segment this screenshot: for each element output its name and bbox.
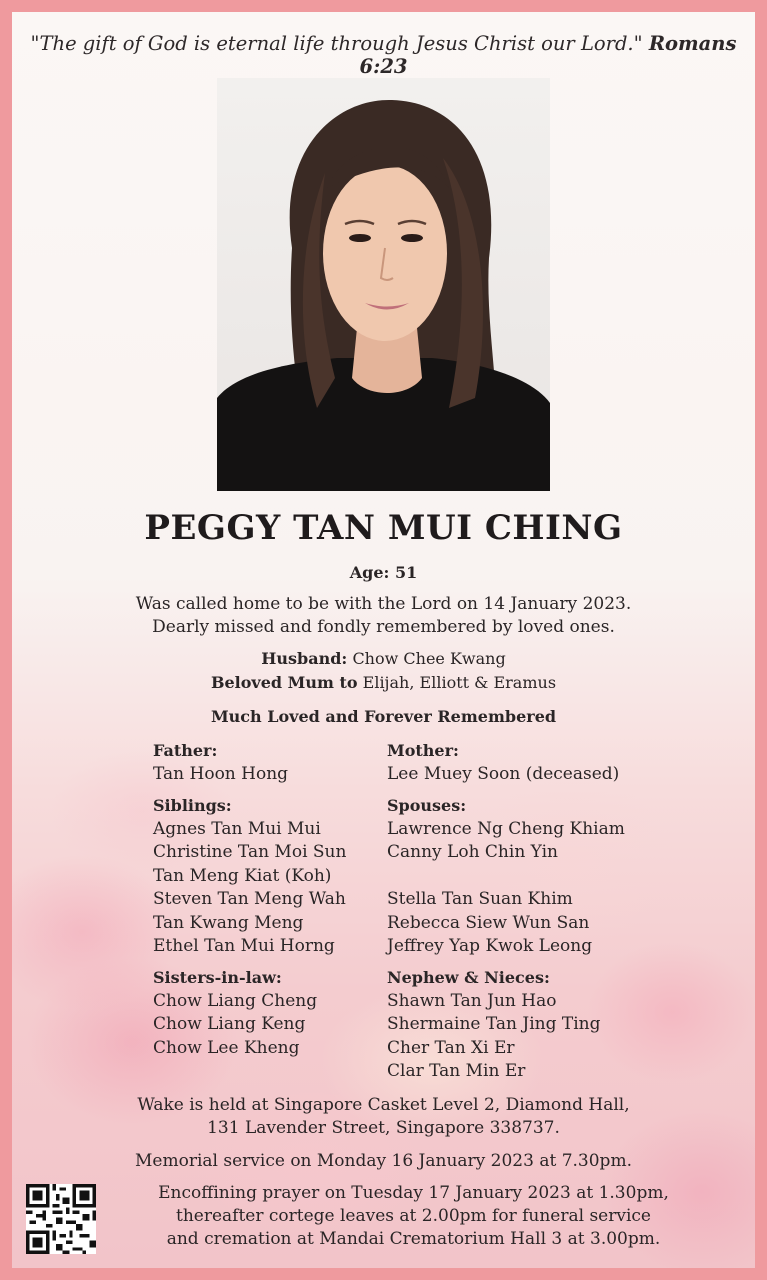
nephew-niece-name: Cher Tan Xi Er [387,1037,515,1058]
sibling-name: Tan Meng Kiat (Koh) [153,865,332,886]
sibling-name: Steven Tan Meng Wah [153,889,346,909]
mum-line [12,673,755,692]
spouses-heading: Spouses: [387,796,467,815]
age-line [12,563,755,582]
age-label: Age: [349,563,390,582]
sibling-name: Tan Kwang Meng [153,912,304,933]
sibling-name: Agnes Tan Mui Mui [153,818,321,839]
nephew-nieces-heading: Nephew & Nieces: [387,968,550,987]
spouse-name [387,865,625,889]
mother-name: Lee Muey Soon (deceased) [387,763,620,784]
deceased-name: PEGGY TAN MUI CHING [144,508,623,548]
obituary-card [12,12,755,1268]
spouses-block [387,794,625,959]
encoffining-line-2: thereafter cortege leaves at 2.00pm for funeral service [176,1206,651,1226]
encoffining-line-1: Encoffining prayer on Tuesday 17 January 2023 at 1.30pm, [158,1183,669,1203]
wake-line-2: 131 Lavender Street, Singapore 338737. [207,1118,560,1138]
tagline: Much Loved and Forever Remembered [210,707,557,726]
qr-code-graphic [26,1184,96,1254]
children-names: Elijah, Elliott & Eramus [362,673,557,692]
sister-in-law-name: Chow Liang Cheng [153,990,318,1011]
qr-code-icon[interactable] [26,1184,96,1254]
sister-in-law-name: Chow Lee Kheng [153,1037,300,1058]
mother-block [387,739,619,786]
nephew-niece-name: Shawn Tan Jun Hao [387,990,557,1011]
sisters-in-law-block [153,966,317,1060]
missed-line: Dearly missed and fondly remembered by loved ones. [152,617,615,637]
spouse-name: Jeffrey Yap Kwok Leong [387,936,593,956]
sibling-name: Ethel Tan Mui Horng [153,936,335,956]
father-heading: Father: [153,741,218,760]
sibling-name: Christine Tan Moi Sun [153,842,347,862]
nephew-niece-name: Clar Tan Min Er [387,1061,526,1081]
father-name: Tan Hoon Hong [153,763,289,784]
encoffining-line-3: and cremation at Mandai Crematorium Hall 3 at 3.00pm. [166,1229,661,1249]
siblings-block [153,794,346,959]
mother-heading: Mother: [387,741,459,760]
siblings-heading: Siblings: [153,796,232,815]
spouse-name: Lawrence Ng Cheng Khiam [387,818,625,839]
portrait-illustration [217,78,550,491]
husband-name: Chow Chee Kwang [352,649,506,668]
spouse-name: Stella Tan Suan Khim [387,889,573,909]
quote-text: "The gift of God is eternal life through Jesus Christ our Lord." [30,32,643,55]
memorial-line: Memorial service on Monday 16 January 2023 at 7.30pm. [135,1151,632,1171]
husband-label: Husband: [261,649,348,668]
sisters-in-law-heading: Sisters-in-law: [153,968,282,987]
nephew-niece-name: Shermaine Tan Jing Ting [387,1014,601,1034]
wake-line-1: Wake is held at Singapore Casket Level 2, Diamond Hall, [137,1095,630,1115]
sister-in-law-name: Chow Liang Keng [153,1014,306,1034]
bible-quote [12,32,755,78]
nephew-nieces-block [387,966,601,1084]
mum-label: Beloved Mum to [210,673,358,692]
husband-line [12,649,755,668]
portrait-photo [217,78,550,491]
called-home-line: Was called home to be with the Lord on 14 January 2023. [135,594,632,614]
spouse-name: Canny Loh Chin Yin [387,842,558,862]
quote-reference: Romans 6:23 [359,32,737,78]
father-block [153,739,288,786]
age-value: 51 [395,563,418,582]
spouse-name: Rebecca Siew Wun San [387,912,590,933]
